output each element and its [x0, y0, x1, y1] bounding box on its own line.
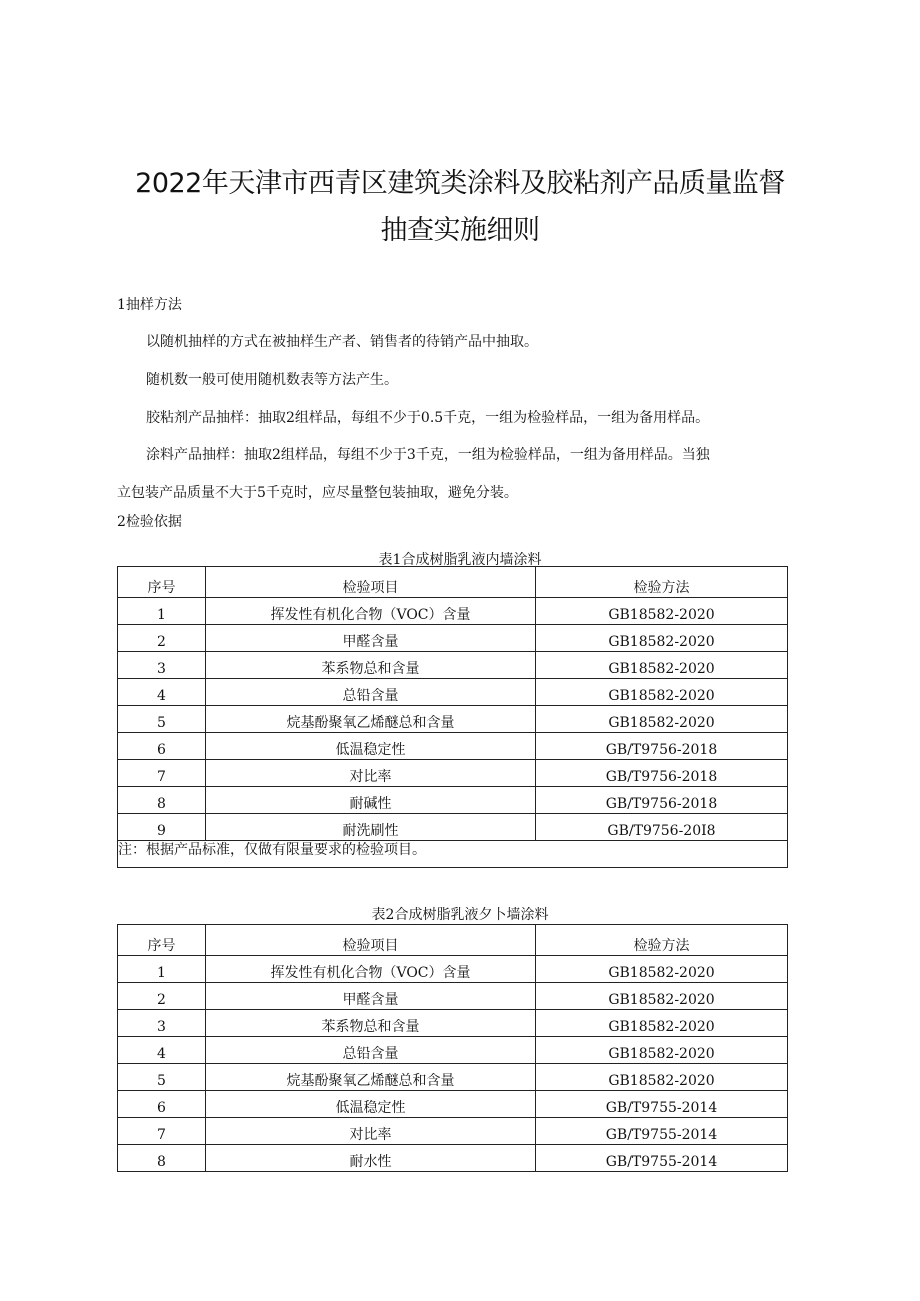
- table-row: [118, 1118, 788, 1145]
- cell-item: 对比率: [206, 760, 536, 787]
- cell-method: GB/T9756-2018: [536, 787, 788, 814]
- table-row: [118, 1091, 788, 1118]
- cell-item: 对比率: [206, 1118, 536, 1145]
- table-row: [118, 706, 788, 733]
- cell-item: 烷基酚聚氧乙烯醚总和含量: [206, 706, 536, 733]
- cell-item: 低温稳定性: [206, 733, 536, 760]
- cell-method: GB/T9755-2014: [536, 1091, 788, 1118]
- cell-serial: 5: [118, 706, 206, 733]
- cell-method: GB18582-2020: [536, 625, 788, 652]
- paragraph-coating-sampling-line-2: 立包装产品质量不大于5千克时，应尽量整包装抽取，避免分装。: [117, 485, 518, 501]
- cell-item: 烷基酚聚氧乙烯醚总和含量: [206, 1064, 536, 1091]
- header-test-method: 检验方法: [536, 925, 788, 956]
- table-2-caption: 表2合成树脂乳液夕卜墙涂料: [371, 907, 549, 923]
- cell-method: GB/T9756-20I8: [536, 814, 788, 841]
- cell-method: GB18582-2020: [536, 652, 788, 679]
- cell-serial: 9: [118, 814, 206, 841]
- cell-item: 低温稳定性: [206, 1091, 536, 1118]
- header-serial-number: 序号: [118, 567, 206, 598]
- paragraph-sampling-method: 以随机抽样的方式在被抽样生产者、销售者的待销产品中抽取。: [146, 334, 538, 350]
- cell-serial: 3: [118, 652, 206, 679]
- cell-serial: 2: [118, 625, 206, 652]
- cell-serial: 2: [118, 983, 206, 1010]
- table-row: [118, 983, 788, 1010]
- cell-serial: 6: [118, 733, 206, 760]
- cell-serial: 3: [118, 1010, 206, 1037]
- section-2-heading: 2检验依据: [117, 514, 182, 530]
- cell-method: GB18582-2020: [536, 983, 788, 1010]
- section-1-heading: 1抽样方法: [117, 297, 182, 313]
- cell-method: GB18582-2020: [536, 598, 788, 625]
- paragraph-coating-sampling-line-1: 涂料产品抽样：抽取2组样品，每组不少于3千克，一组为检验样品，一组为备用样品。当独: [146, 447, 710, 463]
- cell-method: GB18582-2020: [536, 706, 788, 733]
- header-serial-number: 序号: [118, 925, 206, 956]
- table-1: [117, 566, 788, 868]
- table-row: [118, 1064, 788, 1091]
- cell-item: 总铅含量: [206, 1037, 536, 1064]
- table-1-caption: 表1合成树脂乳液内墙涂料: [378, 552, 542, 568]
- paragraph-adhesive-sampling: 胶粘剂产品抽样：抽取2组样品，每组不少于0.5千克，一组为检验样品，一组为备用样品。: [146, 410, 710, 426]
- cell-method: GB/T9756-2018: [536, 733, 788, 760]
- cell-item: 苯系物总和含量: [206, 1010, 536, 1037]
- table-header-row: [118, 567, 788, 598]
- document-title-line-1: 2022年天津市西青区建筑类涂料及胶粘剂产品质量监督: [135, 168, 785, 199]
- cell-item: 耐水性: [206, 1145, 536, 1172]
- cell-item: 总铅含量: [206, 679, 536, 706]
- cell-serial: 4: [118, 1037, 206, 1064]
- cell-serial: 8: [118, 1145, 206, 1172]
- cell-item: 甲醛含量: [206, 625, 536, 652]
- cell-item: 挥发性有机化合物（VOC）含量: [206, 956, 536, 983]
- cell-item: 挥发性有机化合物（VOC）含量: [206, 598, 536, 625]
- cell-method: GB/T9755-2014: [536, 1145, 788, 1172]
- table-row: [118, 760, 788, 787]
- cell-method: GB/T9756-2018: [536, 760, 788, 787]
- table-header-row: [118, 925, 788, 956]
- cell-serial: 5: [118, 1064, 206, 1091]
- table-1-note: 注：根据产品标准，仅做有限量要求的检验项目。: [118, 841, 788, 868]
- table-row: [118, 814, 788, 841]
- table-row: [118, 598, 788, 625]
- cell-item: 耐洗刷性: [206, 814, 536, 841]
- table-row: [118, 733, 788, 760]
- table-row: [118, 956, 788, 983]
- table-row: [118, 1037, 788, 1064]
- cell-serial: 7: [118, 760, 206, 787]
- header-test-method: 检验方法: [536, 567, 788, 598]
- cell-item: 甲醛含量: [206, 983, 536, 1010]
- table-row: [118, 652, 788, 679]
- cell-method: GB18582-2020: [536, 1064, 788, 1091]
- table-row: [118, 787, 788, 814]
- document-title-line-2: 抽查实施细则: [380, 215, 540, 246]
- paragraph-random-number: 随机数一般可使用随机数表等方法产生。: [146, 372, 398, 388]
- cell-serial: 8: [118, 787, 206, 814]
- cell-method: GB/T9755-2014: [536, 1118, 788, 1145]
- cell-serial: 1: [118, 956, 206, 983]
- cell-method: GB18582-2020: [536, 1037, 788, 1064]
- header-test-item: 检验项目: [206, 925, 536, 956]
- table-row: [118, 1010, 788, 1037]
- cell-item: 耐碱性: [206, 787, 536, 814]
- cell-item: 苯系物总和含量: [206, 652, 536, 679]
- cell-serial: 7: [118, 1118, 206, 1145]
- cell-method: GB18582-2020: [536, 679, 788, 706]
- table-row: [118, 625, 788, 652]
- cell-method: GB18582-2020: [536, 956, 788, 983]
- header-test-item: 检验项目: [206, 567, 536, 598]
- table-note-row: [118, 841, 788, 868]
- cell-serial: 1: [118, 598, 206, 625]
- cell-serial: 6: [118, 1091, 206, 1118]
- cell-method: GB18582-2020: [536, 1010, 788, 1037]
- table-row: [118, 679, 788, 706]
- cell-serial: 4: [118, 679, 206, 706]
- table-2: [117, 924, 788, 1172]
- table-row: [118, 1145, 788, 1172]
